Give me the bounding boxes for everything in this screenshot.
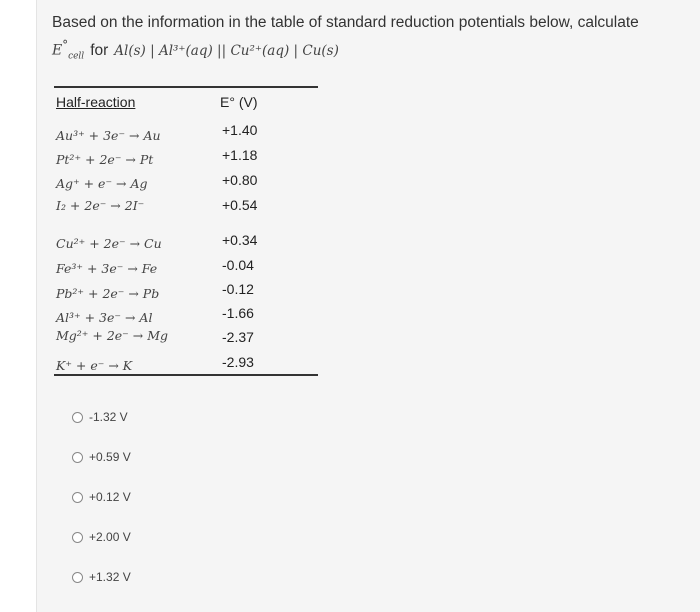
- option-label: +0.59 V: [89, 450, 131, 464]
- question-panel: [36, 0, 700, 612]
- potential-i2: +0.54: [222, 197, 258, 213]
- header-potential: E° (V): [220, 94, 258, 110]
- potential-fe: -0.04: [222, 257, 254, 273]
- question-line-2: [52, 38, 682, 61]
- half-reaction-pt: Pt²⁺ + 2e⁻ → Pt: [56, 152, 154, 167]
- option-2[interactable]: [72, 450, 131, 464]
- ecell-symbol: $E^\circ_{cell}$: [52, 38, 85, 62]
- question-line-1: Based on the information in the table of standard reduction potentials below, calculate: [52, 14, 639, 31]
- option-4[interactable]: [72, 530, 131, 544]
- radio-button-icon[interactable]: [72, 412, 83, 423]
- radio-button-icon[interactable]: [72, 532, 83, 543]
- option-label: -1.32 V: [89, 410, 128, 424]
- option-3[interactable]: [72, 490, 131, 504]
- option-label: +2.00 V: [89, 530, 131, 544]
- potential-mg: -2.37: [222, 329, 254, 345]
- question-text: [52, 14, 682, 61]
- option-label: +1.32 V: [89, 570, 131, 584]
- potential-pb: -0.12: [222, 281, 254, 297]
- option-5[interactable]: [72, 570, 131, 584]
- table-bottom-rule: [54, 374, 318, 376]
- potential-pt: +1.18: [222, 147, 258, 163]
- header-half-reaction: Half-reaction: [56, 94, 136, 110]
- option-1[interactable]: [72, 410, 128, 424]
- potential-al: -1.66: [222, 305, 254, 321]
- potential-cu: +0.34: [222, 232, 258, 248]
- half-reaction-au: Au³⁺ + 3e⁻ → Au: [56, 128, 161, 143]
- half-reaction-cu: Cu²⁺ + 2e⁻ → Cu: [56, 236, 162, 251]
- radio-button-icon[interactable]: [72, 492, 83, 503]
- half-reaction-al: Al³⁺ + 3e⁻ → Al: [56, 310, 153, 325]
- radio-button-icon[interactable]: [72, 452, 83, 463]
- cell-notation: Al(s) | Al³⁺(aq) || Cu²⁺(aq) | Cu(s): [114, 42, 339, 59]
- half-reaction-i2: I₂ + 2e⁻ → 2I⁻: [56, 198, 145, 213]
- table-top-rule: [54, 86, 318, 88]
- half-reaction-k: K⁺ + e⁻ → K: [56, 358, 133, 373]
- half-reaction-ag: Ag⁺ + e⁻ → Ag: [56, 176, 148, 191]
- for-word: for: [90, 41, 109, 59]
- half-reaction-mg: Mg²⁺ + 2e⁻ → Mg: [56, 328, 168, 343]
- radio-button-icon[interactable]: [72, 572, 83, 583]
- half-reaction-fe: Fe³⁺ + 3e⁻ → Fe: [56, 261, 158, 276]
- half-reaction-pb: Pb²⁺ + 2e⁻ → Pb: [56, 286, 160, 301]
- potential-k: -2.93: [222, 354, 254, 370]
- option-label: +0.12 V: [89, 490, 131, 504]
- potential-ag: +0.80: [222, 172, 258, 188]
- potential-au: +1.40: [222, 122, 258, 138]
